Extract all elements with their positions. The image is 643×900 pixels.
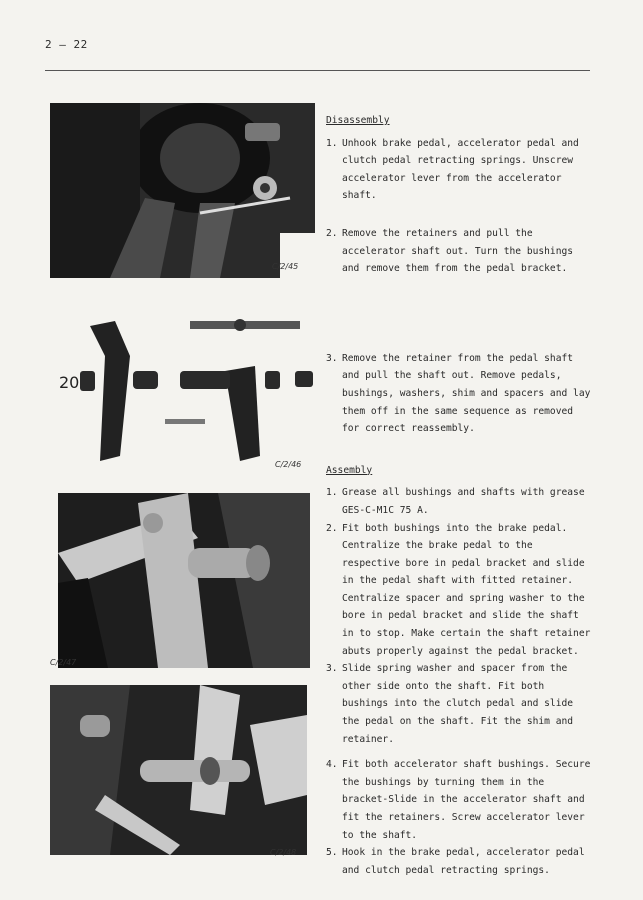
step-number: 4. (326, 759, 338, 771)
step-text: Fit both accelerator shaft bushings. Secure the bushings by turning them in the bracket-Slide in the accelerator shaft and fit the retainers. Screw accelerator lever to the shaft. (342, 759, 591, 841)
photo-pedal-shaft-fitting (58, 493, 310, 668)
step-number: 3. (326, 352, 338, 364)
list-item (326, 520, 596, 661)
list-item (326, 756, 596, 844)
disassembly-steps (326, 135, 596, 438)
disassembly-heading: Disassembly (326, 115, 390, 126)
step-number: 2. (326, 227, 338, 239)
page-number: 2 – 22 (45, 38, 88, 51)
list-item (326, 484, 596, 519)
list-item (326, 844, 596, 879)
photo-pedal-assembly-installed (50, 103, 315, 278)
svg-text:20: 20 (59, 373, 80, 392)
list-item (326, 225, 596, 278)
step-text: Unhook brake pedal, accelerator pedal and clutch pedal retracting springs. Unscrew accelerator lever from the accelerator shaft. (342, 137, 579, 202)
step-number: 3. (326, 663, 338, 675)
figure-caption: C/2/46 (275, 460, 302, 469)
figure-caption: C/2/45 (272, 262, 299, 271)
list-item (326, 350, 596, 438)
step-text: Remove the retainer from the pedal shaft and pull the shaft out. Remove pedals, bushings, washers, shim and spacers and lay them off in the same sequence as removed for correct reassembly. (342, 352, 591, 435)
step-text: Remove the retainers and pull the accelerator shaft out. Turn the bushings and remove them from the pedal bracket. (342, 227, 574, 275)
photo-accelerator-shaft-fitting (50, 685, 307, 855)
header-rule (45, 70, 590, 71)
photo-pedal-parts-exploded (55, 296, 315, 471)
step-number: 2. (326, 522, 338, 534)
assembly-heading: Assembly (326, 464, 373, 476)
step-text: Slide spring washer and spacer from the other side onto the shaft. Fit both bushings into the clutch pedal and slide the pedal on the shaft. Fit the shim and retainer. (342, 663, 574, 745)
list-item (326, 135, 596, 205)
instructions-column (326, 112, 596, 879)
step-text: Fit both bushings into the brake pedal. Centralize the brake pedal to the respective bore in pedal bracket and slide in the pedal shaft with fitted retainer. Centralize spacer and spring washer to the bore in pedal bracket and slide the shaft in to stop. Make certain the shaft retainer abuts properly against the pedal bracket. (342, 522, 591, 657)
figure-caption: C/2/47 (50, 658, 77, 667)
assembly-steps (326, 484, 596, 879)
step-text: Hook in the brake pedal, accelerator pedal and clutch pedal retracting springs. (342, 847, 585, 876)
list-item (326, 660, 596, 748)
step-number: 5. (326, 847, 338, 859)
step-number: 1. (326, 487, 338, 499)
step-text: Grease all bushings and shafts with grease GES-C-M1C 75 A. (342, 487, 585, 516)
figure-caption: C/2/48 (270, 848, 297, 857)
step-number: 1. (326, 137, 338, 149)
